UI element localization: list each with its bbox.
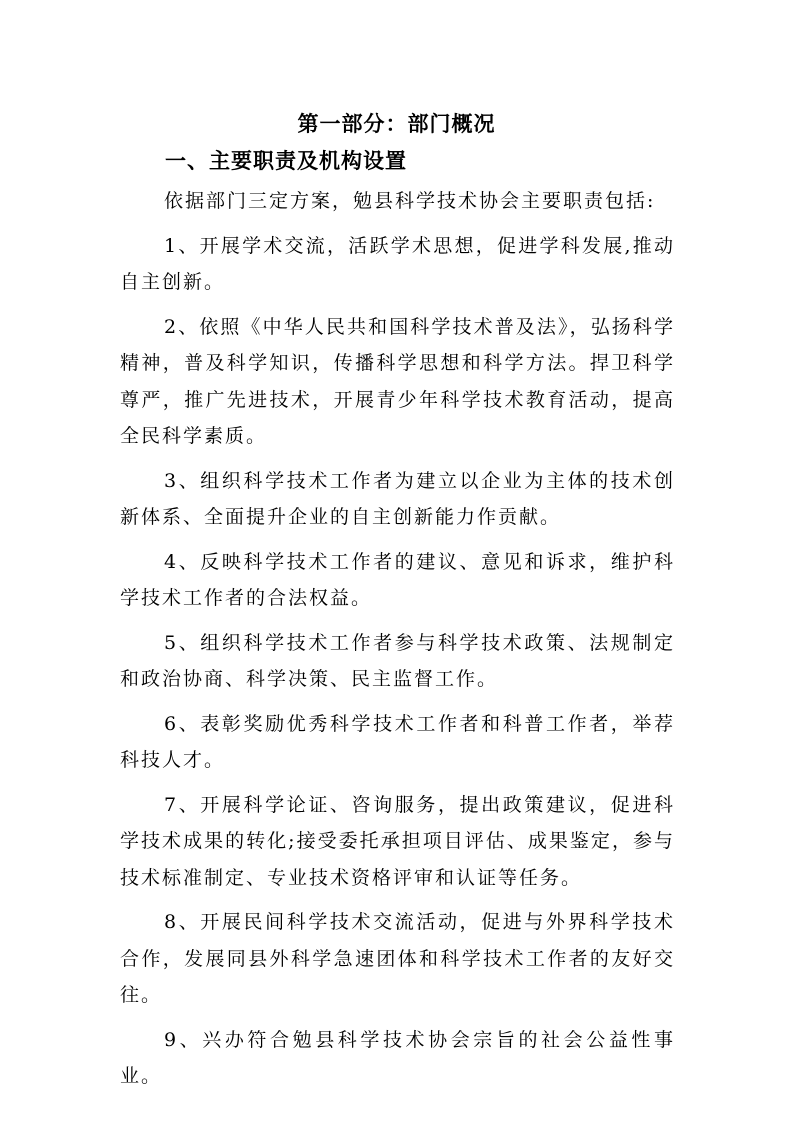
duty-item-8: 8、开展民间科学技术交流活动，促进与外界科学技术合作，发展同县外科学急速团体和科学技术工作者的友好交往。	[120, 911, 675, 1006]
duty-item-2: 2、依照《中华人民共和国科学技术普及法》，弘扬科学精神，普及科学知识，传播科学思想和科学方法。捍卫科学尊严，推广先进技术，开展青少年科学技术教育活动，提高全民科学素质。	[120, 315, 675, 447]
duty-item-3: 3、组织科学技术工作者为建立以企业为主体的技术创新体系、全面提升企业的自主创新能力作贡献。	[120, 469, 675, 528]
duty-item-9: 9、兴办符合勉县科学技术协会宗旨的社会公益性事业。	[120, 1028, 675, 1087]
document-body	[120, 183, 675, 1103]
page-title: 第一部分：部门概况	[297, 112, 496, 136]
section-heading: 一、主要职责及机构设置	[165, 149, 407, 173]
duty-item-5: 5、组织科学技术工作者参与科学技术政策、法规制定和政治协商、科学决策、民主监督工作。	[120, 631, 675, 690]
duty-item-6: 6、表彰奖励优秀科学技术工作者和科普工作者，举荐科技人才。	[120, 712, 675, 771]
duty-item-7: 7、开展科学论证、咨询服务，提出政策建议，促进科学技术成果的转化;接受委托承担项目评估、成果鉴定，参与技术标准制定、专业技术资格评审和认证等任务。	[120, 793, 675, 889]
intro-paragraph: 依据部门三定方案，勉县科学技术协会主要职责包括:	[164, 190, 656, 212]
duty-item-4: 4、反映科学技术工作者的建议、意见和诉求，维护科学技术工作者的合法权益。	[120, 550, 675, 609]
duty-item-1: 1、开展学术交流，活跃学术思想，促进学科发展,推动自主创新。	[120, 234, 675, 293]
